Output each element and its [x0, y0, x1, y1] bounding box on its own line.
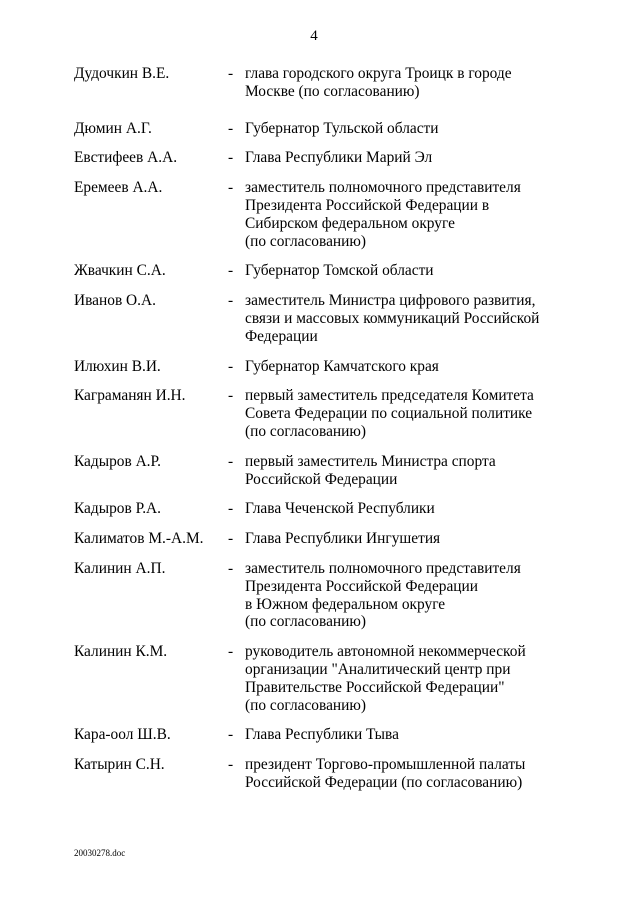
position-description	[245, 643, 575, 714]
separator-dash: -	[228, 452, 234, 470]
person-name: Катырин С.Н.	[74, 756, 165, 774]
description-line: (по согласованию)	[245, 422, 366, 440]
position-description	[245, 120, 575, 138]
separator-dash: -	[228, 65, 234, 82]
list-item	[0, 643, 640, 714]
description-line: заместитель Министра цифрового развития,	[245, 292, 536, 310]
page-number: 4	[310, 28, 318, 44]
person-name: Евстифеев А.А.	[74, 149, 178, 167]
position-description	[245, 358, 575, 376]
separator-dash: -	[228, 292, 234, 310]
description-line: Губернатор Томской области	[245, 262, 434, 280]
position-description	[245, 65, 575, 101]
separator-dash: -	[228, 149, 234, 167]
description-line: Глава Республики Марий Эл	[245, 149, 433, 167]
position-description	[245, 453, 575, 489]
position-description	[245, 387, 575, 440]
person-name: Каграманян И.Н.	[74, 387, 186, 405]
list-item	[0, 530, 640, 548]
position-description	[245, 262, 575, 280]
description-line: Сибирском федеральном округе	[245, 214, 455, 232]
document-filename: 20030278.doc	[74, 848, 126, 858]
person-name: Калинин А.П.	[74, 559, 166, 577]
description-line: Российской Федерации	[245, 470, 398, 488]
position-description	[245, 756, 575, 792]
person-name: Дюмин А.Г.	[74, 119, 152, 137]
description-line: президент Торгово-промышленной палаты	[245, 756, 526, 774]
list-item	[0, 358, 640, 376]
member-list	[0, 65, 640, 792]
list-item	[0, 120, 640, 138]
description-line: Президента Российской Федерации в	[245, 196, 490, 214]
list-item	[0, 262, 640, 280]
separator-dash: -	[228, 726, 234, 744]
separator-dash: -	[228, 357, 234, 375]
description-line: организации "Аналитический центр при	[245, 660, 511, 678]
description-line: первый заместитель председателя Комитета	[245, 387, 534, 405]
person-name: Кара-оол Ш.В.	[74, 726, 171, 744]
list-item	[0, 179, 640, 250]
list-item	[0, 756, 640, 792]
separator-dash: -	[228, 643, 234, 661]
description-line: Федерации	[245, 327, 318, 345]
separator-dash: -	[228, 119, 234, 137]
description-line: заместитель полномочного представителя	[245, 559, 521, 577]
position-description	[245, 530, 575, 548]
list-item	[0, 149, 640, 167]
person-name: Дудочкин В.Е.	[74, 65, 170, 82]
description-line: руководитель автономной некоммерческой	[245, 643, 526, 661]
separator-dash: -	[228, 530, 234, 548]
person-name: Калинин К.М.	[74, 643, 168, 661]
separator-dash: -	[228, 179, 234, 197]
description-line: Российской Федерации (по согласованию)	[245, 773, 523, 791]
separator-dash: -	[228, 756, 234, 774]
description-line: Глава Республики Тыва	[245, 726, 399, 744]
person-name: Еремеев А.А.	[74, 179, 163, 197]
description-line: (по согласованию)	[245, 232, 366, 250]
list-item	[0, 500, 640, 518]
person-name: Илюхин В.И.	[74, 357, 161, 375]
description-line: Губернатор Тульской области	[245, 119, 439, 137]
person-name: Жвачкин С.А.	[74, 262, 166, 280]
person-name: Иванов О.А.	[74, 292, 156, 310]
description-line: Губернатор Камчатского края	[245, 357, 439, 375]
position-description	[245, 500, 575, 518]
list-item	[0, 560, 640, 631]
person-name: Калиматов М.-А.М.	[74, 530, 204, 548]
position-description	[245, 560, 575, 631]
list-item	[0, 453, 640, 489]
list-item	[0, 292, 640, 345]
description-line: Президента Российской Федерации	[245, 577, 479, 595]
position-description	[245, 179, 575, 250]
description-line: Глава Республики Ингушетия	[245, 530, 441, 548]
separator-dash: -	[228, 559, 234, 577]
position-description	[245, 292, 575, 345]
description-line: связи и массовых коммуникаций Российской	[245, 309, 540, 327]
separator-dash: -	[228, 387, 234, 405]
separator-dash: -	[228, 500, 234, 518]
separator-dash: -	[228, 262, 234, 280]
description-line: (по согласованию)	[245, 696, 366, 714]
description-line: Москве (по согласованию)	[245, 82, 420, 100]
description-line: Совета Федерации по социальной политике	[245, 405, 533, 423]
description-line: первый заместитель Министра спорта	[245, 452, 496, 470]
person-name: Кадыров А.Р.	[74, 452, 162, 470]
description-line: заместитель полномочного представителя	[245, 179, 521, 197]
description-line: Правительстве Российской Федерации"	[245, 678, 505, 696]
list-item	[0, 726, 640, 744]
person-name: Кадыров Р.А.	[74, 500, 162, 518]
description-line: (по согласованию)	[245, 613, 366, 631]
description-line: глава городского округа Троицк в городе	[245, 65, 512, 82]
list-item	[0, 387, 640, 440]
position-description	[245, 726, 575, 744]
list-item	[0, 65, 640, 101]
position-description	[245, 149, 575, 167]
description-line: Глава Чеченской Республики	[245, 500, 435, 518]
description-line: в Южном федеральном округе	[245, 595, 446, 613]
